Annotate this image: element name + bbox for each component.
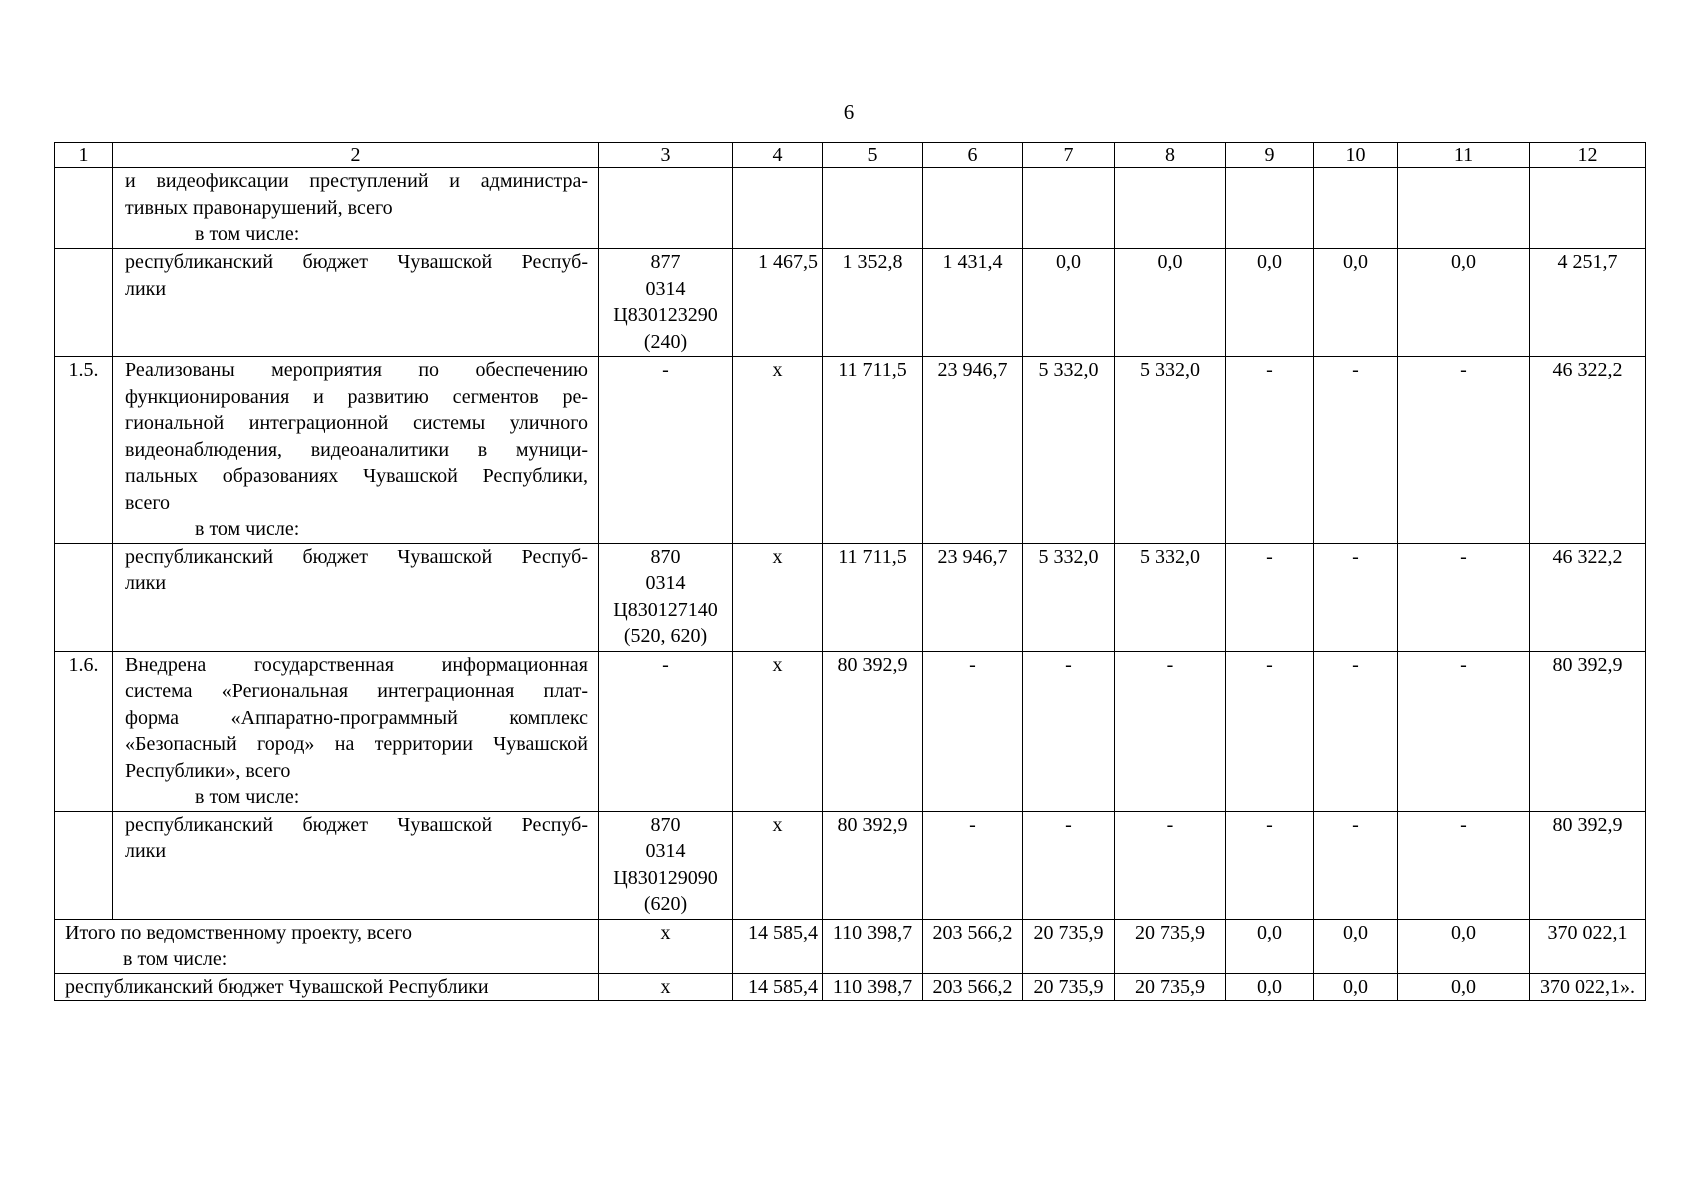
value-cell: 0,0	[1226, 249, 1314, 357]
value-cell: -	[1314, 543, 1398, 651]
budget-table	[54, 142, 1646, 1001]
value-cell: 4 251,7	[1530, 249, 1646, 357]
value-cell	[1226, 168, 1314, 249]
value-cell: -	[1398, 543, 1530, 651]
item-description: республиканский бюджет Чувашской Респуб- лики	[113, 249, 599, 357]
value-cell: -	[1023, 651, 1115, 811]
value-cell: 0,0	[1023, 249, 1115, 357]
value-cell: -	[1314, 651, 1398, 811]
budget-code: x	[599, 919, 733, 973]
value-cell: 203 566,2	[923, 919, 1023, 973]
value-cell	[823, 168, 923, 249]
value-cell: -	[923, 651, 1023, 811]
column-number: 5	[823, 143, 923, 168]
value-cell: -	[1398, 357, 1530, 544]
table-row	[55, 811, 1646, 919]
value-cell: 5 332,0	[1115, 543, 1226, 651]
column-number: 2	[113, 143, 599, 168]
value-cell: 46 322,2	[1530, 357, 1646, 544]
value-cell: x	[733, 811, 823, 919]
value-cell	[1530, 168, 1646, 249]
table-row	[55, 249, 1646, 357]
value-cell: 80 392,9	[1530, 651, 1646, 811]
value-cell: -	[923, 811, 1023, 919]
total-label: Итого по ведомственному проекту, всего в том числе:	[55, 919, 599, 973]
value-cell: 5 332,0	[1115, 357, 1226, 544]
value-cell: 1 352,8	[823, 249, 923, 357]
page-number: 6	[843, 100, 855, 124]
value-cell: 20 735,9	[1115, 919, 1226, 973]
item-number	[55, 168, 113, 249]
column-number: 8	[1115, 143, 1226, 168]
value-cell: x	[733, 543, 823, 651]
item-description: Реализованы мероприятия по обеспечению функционирования и развитию сегментов ре- гиональной интеграционной системы уличного видеонаблюдения, видеоаналитики в муници- пальных образованиях Чувашской Республики, всего в том числе:	[113, 357, 599, 544]
value-cell: 370 022,1	[1530, 919, 1646, 973]
value-cell: 20 735,9	[1115, 973, 1226, 1001]
item-number	[55, 811, 113, 919]
value-cell: 1 431,4	[923, 249, 1023, 357]
item-number	[55, 543, 113, 651]
column-number: 1	[55, 143, 113, 168]
item-description: Внедрена государственная информационная система «Региональная интеграционная плат- форма «Аппаратно-программный комплекс «Безопасный город» на территории Чувашской Республики», всего в том числе:	[113, 651, 599, 811]
value-cell: -	[1226, 811, 1314, 919]
column-number: 10	[1314, 143, 1398, 168]
value-cell	[1314, 168, 1398, 249]
value-cell: 46 322,2	[1530, 543, 1646, 651]
value-cell: 0,0	[1398, 919, 1530, 973]
value-cell: 80 392,9	[823, 811, 923, 919]
value-cell: 5 332,0	[1023, 357, 1115, 544]
value-cell: 203 566,2	[923, 973, 1023, 1001]
value-cell: -	[1226, 651, 1314, 811]
value-cell: -	[1023, 811, 1115, 919]
budget-code: 870 0314 Ц830127140 (520, 620)	[599, 543, 733, 651]
value-cell: -	[1115, 651, 1226, 811]
value-cell: 14 585,4	[733, 973, 823, 1001]
value-cell	[923, 168, 1023, 249]
value-cell: -	[1226, 357, 1314, 544]
value-cell: 0,0	[1398, 249, 1530, 357]
column-number-row	[55, 143, 1646, 168]
item-number	[55, 249, 113, 357]
value-cell: 110 398,7	[823, 973, 923, 1001]
value-cell: 110 398,7	[823, 919, 923, 973]
column-number: 7	[1023, 143, 1115, 168]
value-cell: -	[1398, 811, 1530, 919]
value-cell: 0,0	[1226, 919, 1314, 973]
budget-code: 877 0314 Ц830123290 (240)	[599, 249, 733, 357]
table-row	[55, 357, 1646, 544]
value-cell	[1023, 168, 1115, 249]
table-row	[55, 651, 1646, 811]
total-row	[55, 919, 1646, 973]
value-cell: -	[1314, 357, 1398, 544]
item-description: и видеофиксации преступлений и администра- тивных правонарушений, всего в том числе:	[113, 168, 599, 249]
column-number: 12	[1530, 143, 1646, 168]
value-cell: 80 392,9	[1530, 811, 1646, 919]
value-cell	[1115, 168, 1226, 249]
budget-code: -	[599, 651, 733, 811]
value-cell: -	[1226, 543, 1314, 651]
value-cell: 23 946,7	[923, 543, 1023, 651]
value-cell: x	[733, 651, 823, 811]
value-cell: 20 735,9	[1023, 973, 1115, 1001]
value-cell: 1 467,5	[733, 249, 823, 357]
column-number: 11	[1398, 143, 1530, 168]
value-cell: -	[1398, 651, 1530, 811]
item-description: республиканский бюджет Чувашской Респуб- лики	[113, 543, 599, 651]
column-number: 3	[599, 143, 733, 168]
value-cell: 80 392,9	[823, 651, 923, 811]
item-description: республиканский бюджет Чувашской Респуб- лики	[113, 811, 599, 919]
value-cell: -	[1314, 811, 1398, 919]
column-number: 9	[1226, 143, 1314, 168]
value-cell: 0,0	[1226, 973, 1314, 1001]
value-cell: 11 711,5	[823, 543, 923, 651]
value-cell: 0,0	[1115, 249, 1226, 357]
value-cell	[733, 168, 823, 249]
value-cell: -	[1115, 811, 1226, 919]
column-number: 6	[923, 143, 1023, 168]
budget-code	[599, 168, 733, 249]
total-label: республиканский бюджет Чувашской Республики	[55, 973, 599, 1001]
value-cell: 5 332,0	[1023, 543, 1115, 651]
value-cell: 0,0	[1314, 973, 1398, 1001]
value-cell: 23 946,7	[923, 357, 1023, 544]
value-cell: x	[733, 357, 823, 544]
value-cell: 14 585,4	[733, 919, 823, 973]
budget-code: x	[599, 973, 733, 1001]
value-cell: 370 022,1».	[1530, 973, 1646, 1001]
value-cell: 0,0	[1314, 249, 1398, 357]
value-cell: 0,0	[1314, 919, 1398, 973]
value-cell: 0,0	[1398, 973, 1530, 1001]
item-number: 1.5.	[55, 357, 113, 544]
table-row	[55, 168, 1646, 249]
budget-code: -	[599, 357, 733, 544]
value-cell: 20 735,9	[1023, 919, 1115, 973]
value-cell	[1398, 168, 1530, 249]
column-number: 4	[733, 143, 823, 168]
budget-code: 870 0314 Ц830129090 (620)	[599, 811, 733, 919]
total-row	[55, 973, 1646, 1001]
item-number: 1.6.	[55, 651, 113, 811]
value-cell: 11 711,5	[823, 357, 923, 544]
table-row	[55, 543, 1646, 651]
